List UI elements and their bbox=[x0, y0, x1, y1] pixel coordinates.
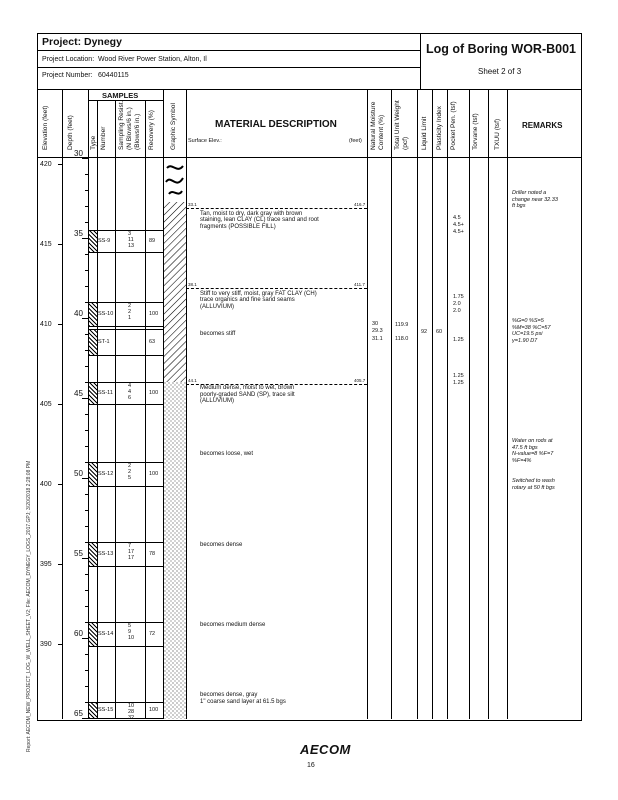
elevation-label: 400 bbox=[40, 481, 52, 489]
sample-recovery: 63 bbox=[149, 339, 156, 345]
description-line: 1" coarse sand layer at 61.5 bgs bbox=[200, 698, 286, 705]
depth-minor-tick bbox=[85, 510, 88, 511]
contact-depth: 33.1 bbox=[188, 201, 197, 207]
sample-rule bbox=[89, 646, 163, 647]
depth-minor-tick bbox=[85, 190, 88, 191]
depth-minor-tick bbox=[85, 446, 88, 447]
sample-type-box bbox=[89, 302, 97, 326]
sample-recovery: 89 bbox=[149, 238, 156, 245]
depth-label: 50 bbox=[74, 469, 83, 478]
col-title-elevation: Elevation (feet) bbox=[42, 105, 49, 150]
pocket-pen-1: 4.5 bbox=[453, 215, 461, 221]
contact-elev: 416.7 bbox=[354, 201, 366, 207]
sample-number: ST-1 bbox=[98, 339, 110, 345]
sample-rule bbox=[89, 326, 163, 327]
sample-type-box bbox=[89, 462, 97, 486]
description-line: (ALLUVIUM) bbox=[200, 398, 235, 405]
depth-major-tick bbox=[82, 478, 88, 479]
col-line-torvane bbox=[488, 89, 489, 719]
description-line: becomes dense, gray bbox=[200, 692, 258, 699]
description-line: trace organics and fine sand seams bbox=[200, 297, 295, 304]
depth-minor-tick bbox=[85, 590, 88, 591]
col-line-pi bbox=[447, 89, 448, 719]
elevation-label: 415 bbox=[40, 241, 52, 249]
moisture-1: 30 bbox=[372, 321, 379, 327]
remark-line: Water on rods at bbox=[512, 438, 553, 444]
sample-number: SS-13 bbox=[98, 551, 114, 557]
sample-blow-count: 5 bbox=[128, 623, 132, 629]
depth-minor-tick bbox=[85, 366, 88, 367]
remark-line: 47.5 ft bgs bbox=[512, 444, 538, 451]
col-title-recovery: Recovery (%) bbox=[148, 110, 155, 150]
unit-weight-1: 119.9 bbox=[395, 322, 409, 328]
col-line-unitwt bbox=[417, 89, 418, 719]
contact-line bbox=[186, 288, 367, 289]
plasticity-index: 60 bbox=[436, 329, 443, 335]
description-line: becomes stiff bbox=[200, 330, 236, 337]
col-line-ll bbox=[432, 89, 433, 719]
sample-blow-count: 11 bbox=[128, 237, 134, 243]
project-number-label: Project Number: bbox=[42, 72, 93, 79]
col-title-pp: Pocket Pen. (tsf) bbox=[450, 101, 457, 150]
sample-blow-count: 6 bbox=[128, 395, 132, 401]
sample-rule bbox=[89, 382, 163, 383]
col-title-depth: Depth (feet) bbox=[67, 115, 74, 150]
sample-blow-count: 10 bbox=[128, 703, 135, 709]
depth-minor-tick bbox=[85, 334, 88, 335]
elevation-label: 390 bbox=[40, 641, 52, 649]
col-title-unitwt: Total Unit Weight (pcf) bbox=[394, 100, 409, 150]
moisture-3: 31.1 bbox=[372, 336, 383, 342]
clay-graphic bbox=[164, 202, 186, 382]
col-title-ll: Liquid Limit bbox=[421, 116, 428, 150]
project-number-value: 60440115 bbox=[98, 72, 129, 79]
description-line: poorly-graded SAND (SP), trace silt bbox=[200, 391, 295, 398]
col-title-moisture: Natural Moisture Content (%) bbox=[370, 101, 385, 150]
depth-major-tick bbox=[82, 558, 88, 559]
sample-rule bbox=[89, 230, 163, 231]
description-line: fragments (POSSIBLE FILL) bbox=[200, 223, 276, 230]
remark-line: change near 32.33 bbox=[512, 196, 558, 203]
col-line-blows bbox=[145, 100, 146, 719]
col-title-torvane: Torvane (tsf) bbox=[472, 113, 479, 150]
sample-blow-count: 9 bbox=[128, 629, 132, 635]
col-title-material: MATERIAL DESCRIPTION bbox=[215, 119, 337, 130]
sample-type-box bbox=[89, 542, 97, 566]
description-line: becomes medium dense bbox=[200, 622, 266, 628]
description-line: (ALLUVIUM) bbox=[200, 303, 235, 310]
remark-line: %M=38 %C=57 bbox=[512, 324, 551, 331]
remark-line: %F=4% bbox=[512, 457, 532, 464]
sample-recovery: 100 bbox=[149, 390, 159, 397]
sample-rule bbox=[89, 718, 163, 719]
elevation-tick bbox=[58, 564, 62, 565]
col-title-sampling: Sampling Resist. (N Blows/6 in.) (Blows/6 in.) bbox=[118, 100, 141, 150]
project-title: Project: Dynegy bbox=[42, 36, 122, 48]
sample-type-box bbox=[89, 702, 97, 718]
pocket-pen-7: 1.25 bbox=[453, 337, 464, 343]
page-number: 16 bbox=[307, 762, 315, 769]
contact-elev: 405.7 bbox=[354, 377, 366, 383]
unit-weight-2: 118.0 bbox=[395, 336, 409, 342]
depth-minor-tick bbox=[85, 702, 88, 703]
sample-number: SS-11 bbox=[98, 390, 113, 397]
depth-minor-tick bbox=[85, 206, 88, 207]
depth-major-tick bbox=[82, 718, 88, 719]
depth-minor-tick bbox=[85, 654, 88, 655]
sample-rule bbox=[89, 566, 163, 567]
remark-line: rotary at 50 ft bgs bbox=[512, 484, 555, 491]
contact-elev: 411.7 bbox=[354, 281, 365, 287]
header-divider bbox=[37, 89, 581, 90]
sample-rule bbox=[89, 404, 163, 405]
depth-major-tick bbox=[82, 638, 88, 639]
col-line-txuu bbox=[507, 89, 508, 719]
depth-minor-tick bbox=[85, 414, 88, 415]
elevation-tick bbox=[58, 324, 62, 325]
remark-line: UC=19.5 psi bbox=[512, 331, 543, 337]
sample-blow-count: 32 bbox=[128, 715, 135, 721]
pocket-pen-4: 1.75 bbox=[453, 294, 464, 300]
depth-minor-tick bbox=[85, 270, 88, 271]
sample-blow-count: 17 bbox=[128, 555, 135, 561]
depth-minor-tick bbox=[85, 382, 88, 383]
sample-rule bbox=[89, 486, 163, 487]
remark-line: Switched to wash bbox=[512, 478, 555, 484]
elevation-label: 395 bbox=[40, 561, 52, 569]
depth-minor-tick bbox=[85, 350, 88, 351]
samples-header: SAMPLES bbox=[102, 91, 139, 100]
remark-line: ft bgs bbox=[512, 203, 526, 209]
depth-label: 60 bbox=[74, 629, 83, 638]
depth-minor-tick bbox=[85, 430, 88, 431]
sample-rule bbox=[89, 622, 163, 623]
depth-minor-tick bbox=[85, 606, 88, 607]
sample-blow-count: 2 bbox=[128, 303, 132, 309]
col-title-number: Number bbox=[100, 126, 107, 150]
col-line-graphic bbox=[186, 89, 187, 719]
description-line: Tan, moist to dry, dark gray with brown bbox=[200, 210, 303, 217]
col-title-txuu: TXUU (tsf) bbox=[494, 118, 501, 150]
sample-recovery: 100 bbox=[149, 471, 159, 477]
elevation-tick bbox=[58, 484, 62, 485]
depth-label: 45 bbox=[74, 389, 83, 398]
sample-recovery: 100 bbox=[149, 707, 159, 713]
sample-type-box bbox=[89, 329, 97, 355]
sample-type-box bbox=[89, 230, 97, 252]
sample-number: SS-15 bbox=[98, 707, 114, 713]
sample-blow-count: 7 bbox=[128, 543, 132, 549]
sample-blow-count: 28 bbox=[128, 709, 135, 715]
liquid-limit: 92 bbox=[421, 329, 428, 335]
depth-label: 55 bbox=[74, 549, 83, 558]
depth-minor-tick bbox=[85, 174, 88, 175]
side-file-text: Report: AECOM_NEW_PROJECT_LOG_W_WELL_SHEET_V2; File: AECOM_DYNEGY_LOGS_2017.GPJ; 3/20/2018 2:28:08 PM bbox=[26, 460, 32, 752]
description-line: becomes loose, wet bbox=[200, 450, 254, 457]
sample-number: SS-9 bbox=[98, 238, 111, 245]
depth-minor-tick bbox=[85, 526, 88, 527]
sample-recovery: 100 bbox=[149, 311, 159, 317]
sample-number: SS-12 bbox=[98, 471, 114, 477]
pocket-pen-3: 4.5+ bbox=[453, 229, 464, 235]
surface-elev-units: (feet) bbox=[349, 138, 362, 144]
remark-line: N-value=8 %F=7 bbox=[512, 451, 554, 457]
col-title-pi: Plasticity Index bbox=[436, 106, 443, 150]
depth-minor-tick bbox=[85, 462, 88, 463]
elevation-tick bbox=[58, 644, 62, 645]
contact-depth: 44.1 bbox=[188, 377, 197, 383]
sample-rule bbox=[89, 542, 163, 543]
surface-elev-label: Surface Elev.: bbox=[188, 138, 222, 144]
description-line: becomes dense bbox=[200, 542, 243, 548]
pocket-pen-9: 1.25 bbox=[453, 380, 464, 386]
pocket-pen-5: 2.0 bbox=[453, 301, 461, 307]
depth-minor-tick bbox=[85, 622, 88, 623]
contact-line bbox=[186, 208, 367, 209]
description-line: staining, lean CLAY (CL) trace sand and root bbox=[200, 217, 319, 224]
sample-type-box bbox=[89, 622, 97, 646]
depth-major-tick bbox=[82, 318, 88, 319]
sample-blow-count: 1 bbox=[128, 315, 132, 321]
col-title-remarks: REMARKS bbox=[522, 121, 563, 130]
boring-title: Log of Boring WOR-B001 bbox=[426, 42, 576, 56]
col-line-number bbox=[115, 100, 116, 719]
sample-type-box bbox=[89, 382, 97, 404]
project-location-label: Project Location: bbox=[42, 56, 95, 63]
col-title-type: Type bbox=[90, 135, 97, 150]
remark-line: %G=0 %S=5 bbox=[512, 318, 544, 324]
pocket-pen-2: 4.5+ bbox=[453, 222, 464, 228]
sample-blow-count: 3 bbox=[128, 231, 132, 237]
sand-graphic bbox=[164, 382, 186, 719]
sample-recovery: 78 bbox=[149, 551, 156, 557]
sample-rule bbox=[89, 252, 163, 253]
depth-major-tick bbox=[82, 398, 88, 399]
elevation-label: 405 bbox=[40, 401, 52, 409]
moisture-2: 29.3 bbox=[372, 328, 383, 334]
depth-minor-tick bbox=[85, 254, 88, 255]
depth-minor-tick bbox=[85, 286, 88, 287]
pocket-pen-8: 1.25 bbox=[453, 373, 464, 379]
depth-label: 30 bbox=[74, 149, 83, 158]
col-line-moisture bbox=[391, 89, 392, 719]
description-line: Medium dense, moist to wet, brown bbox=[200, 385, 295, 392]
sample-blow-count: 10 bbox=[128, 635, 135, 641]
sample-number: SS-14 bbox=[98, 631, 114, 637]
sample-rule bbox=[89, 462, 163, 463]
sample-blow-count: 17 bbox=[128, 549, 135, 555]
sample-rule bbox=[89, 702, 163, 703]
depth-minor-tick bbox=[85, 670, 88, 671]
sample-blow-count: 4 bbox=[128, 389, 132, 395]
depth-minor-tick bbox=[85, 222, 88, 223]
sample-rule bbox=[89, 302, 163, 303]
depth-major-tick bbox=[82, 238, 88, 239]
contact-line bbox=[186, 384, 367, 385]
pocket-pen-6: 2.0 bbox=[453, 308, 461, 314]
col-line-pp bbox=[469, 89, 470, 719]
depth-label: 35 bbox=[74, 229, 83, 238]
depth-label: 40 bbox=[74, 309, 83, 318]
col-title-graphic: Graphic Symbol bbox=[170, 103, 177, 150]
sample-number: SS-10 bbox=[98, 311, 114, 317]
col-line-type bbox=[97, 100, 98, 719]
sample-blow-count: 4 bbox=[128, 383, 132, 389]
sample-blow-count: 2 bbox=[128, 309, 132, 315]
header-rule-2 bbox=[37, 67, 420, 68]
sample-rule bbox=[89, 355, 163, 356]
sample-blow-count: 13 bbox=[128, 243, 135, 249]
depth-minor-tick bbox=[85, 686, 88, 687]
elevation-tick bbox=[58, 164, 62, 165]
remark-line: γ=1.90 D7 bbox=[512, 337, 538, 344]
sample-recovery: 72 bbox=[149, 631, 156, 637]
remark-line: Driller noted a bbox=[512, 190, 547, 196]
col-line-elev bbox=[62, 89, 63, 719]
header-vertical bbox=[420, 33, 421, 89]
depth-minor-tick bbox=[85, 494, 88, 495]
elevation-label: 410 bbox=[40, 321, 52, 329]
col-header-bottom bbox=[37, 157, 581, 158]
project-location-value: Wood River Power Station, Alton, Il bbox=[98, 56, 207, 63]
depth-minor-tick bbox=[85, 574, 88, 575]
elevation-tick bbox=[58, 244, 62, 245]
sheet-number: Sheet 2 of 3 bbox=[478, 67, 522, 76]
col-line-material bbox=[367, 89, 368, 719]
depth-label: 65 bbox=[74, 709, 83, 718]
header-rule-1 bbox=[37, 50, 420, 51]
depth-major-tick bbox=[82, 158, 88, 159]
depth-minor-tick bbox=[85, 542, 88, 543]
elevation-tick bbox=[58, 404, 62, 405]
sample-blow-count: 5 bbox=[128, 475, 132, 481]
sample-blow-count: 2 bbox=[128, 469, 132, 475]
description-line: Stiff to very stiff, moist, gray FAT CLAY (CH) bbox=[200, 290, 317, 297]
aecom-logo: AECOM bbox=[300, 742, 351, 757]
elevation-label: 420 bbox=[40, 161, 52, 169]
contact-depth: 38.1 bbox=[188, 281, 197, 287]
depth-minor-tick bbox=[85, 302, 88, 303]
sample-blow-count: 2 bbox=[128, 463, 132, 469]
graphic-symbol-column bbox=[164, 158, 186, 719]
sample-rule bbox=[89, 329, 163, 330]
